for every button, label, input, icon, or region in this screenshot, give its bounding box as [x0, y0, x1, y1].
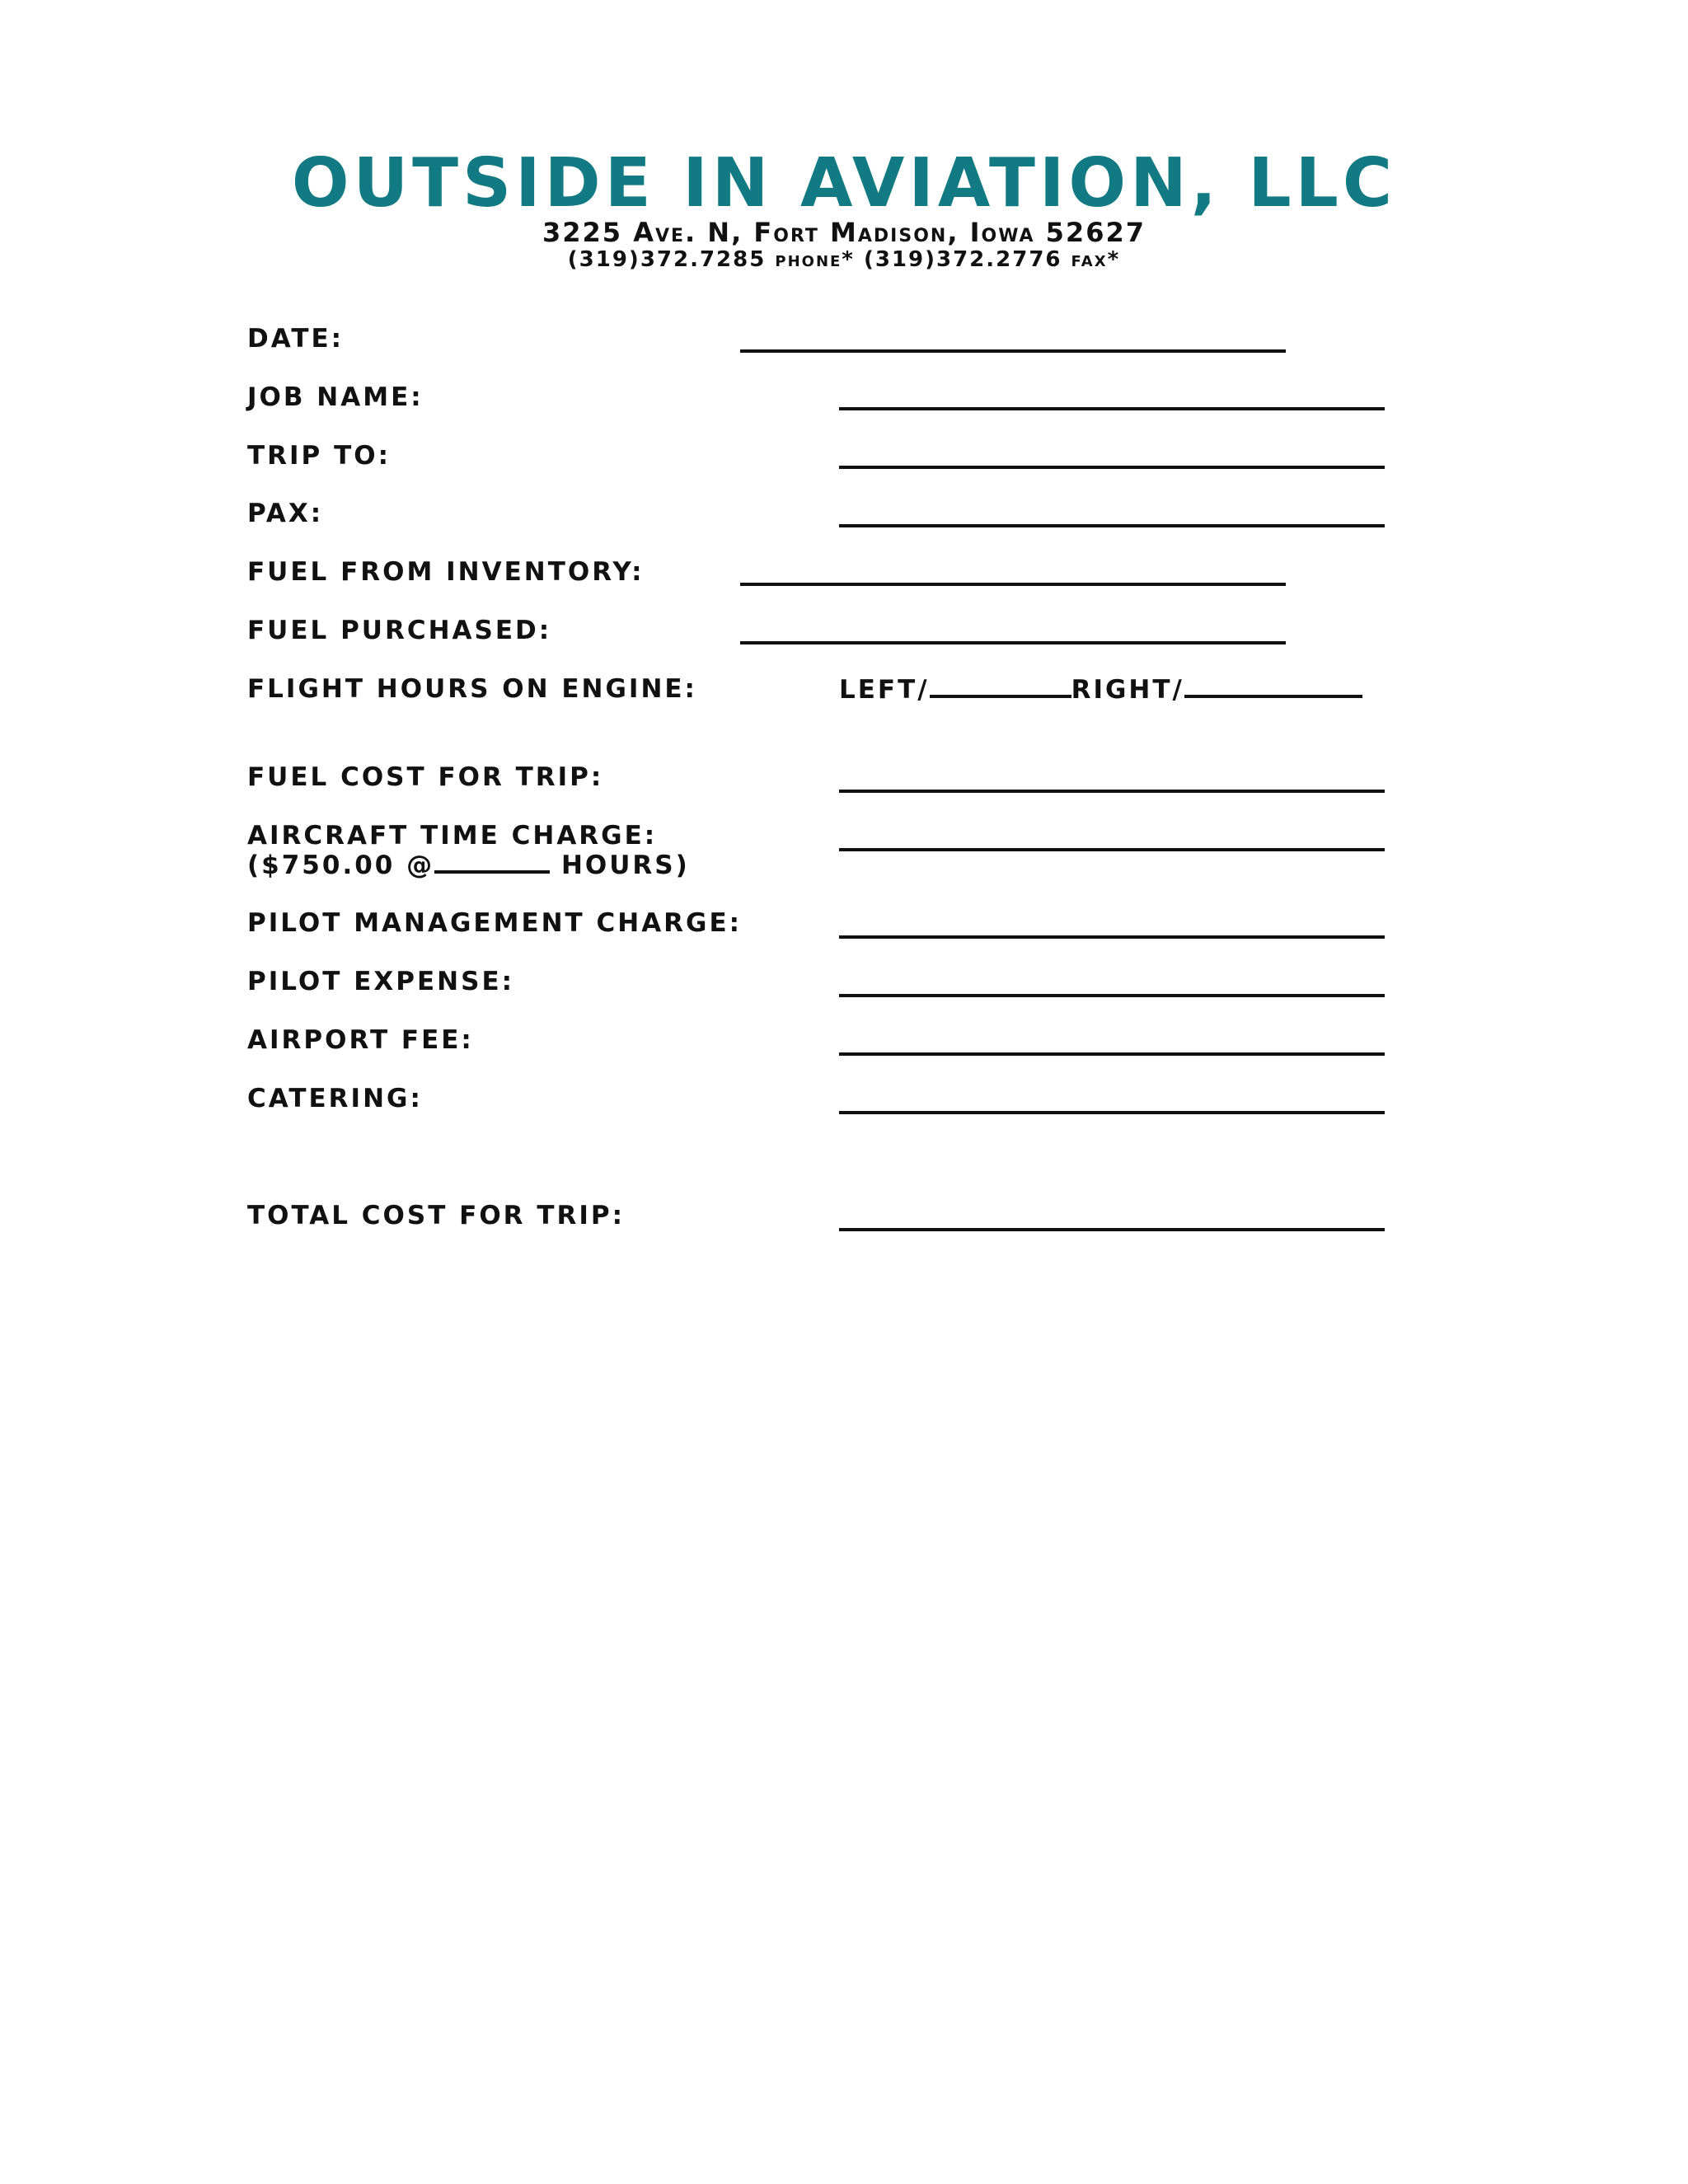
pilot-management-charge-label: PILOT MANAGEMENT CHARGE: — [247, 908, 743, 938]
pilot-expense-blank[interactable] — [839, 994, 1385, 997]
engine-hours-group — [839, 673, 1362, 705]
fuel-purchased-blank[interactable] — [740, 641, 1286, 644]
catering-blank[interactable] — [839, 1111, 1385, 1114]
engine-left-blank[interactable] — [930, 673, 1071, 698]
aircraft-rate-suffix: HOURS) — [550, 851, 690, 880]
engine-right-blank[interactable] — [1184, 673, 1362, 698]
catering-label: CATERING: — [247, 1084, 423, 1113]
pax-blank[interactable] — [839, 524, 1385, 527]
trip-to-label: TRIP TO: — [247, 441, 391, 471]
airport-fee-label: AIRPORT FEE: — [247, 1025, 474, 1055]
date-label: DATE: — [247, 324, 345, 354]
engine-right-label: RIGHT/ — [1071, 675, 1184, 705]
company-address: 3225 Ave. N, Fort Madison, Iowa 52627 — [542, 217, 1146, 248]
fuel-from-inventory-label: FUEL FROM INVENTORY: — [247, 557, 645, 587]
pax-label: PAX: — [247, 499, 324, 528]
company-phone-fax: (319)372.7285 phone* (319)372.2776 fax* — [567, 247, 1121, 272]
aircraft-hours-blank[interactable] — [434, 849, 550, 874]
fuel-cost-for-trip-label: FUEL COST FOR TRIP: — [247, 762, 604, 792]
aircraft-time-charge-label: AIRCRAFT TIME CHARGE: — [247, 821, 658, 851]
airport-fee-blank[interactable] — [839, 1052, 1385, 1056]
job-name-label: JOB NAME: — [247, 382, 424, 412]
job-name-blank[interactable] — [839, 407, 1385, 410]
fuel-purchased-label: FUEL PURCHASED: — [247, 616, 552, 645]
aircraft-rate-line — [247, 849, 690, 881]
pilot-expense-label: PILOT EXPENSE: — [247, 967, 515, 996]
flight-hours-on-engine-label: FLIGHT HOURS ON ENGINE: — [247, 674, 697, 704]
total-cost-for-trip-blank[interactable] — [839, 1228, 1385, 1231]
date-blank[interactable] — [740, 349, 1286, 353]
aircraft-rate-prefix: ($750.00 @ — [247, 851, 435, 880]
total-cost-for-trip-label: TOTAL COST FOR TRIP: — [247, 1201, 626, 1230]
fuel-from-inventory-blank[interactable] — [740, 583, 1286, 586]
aircraft-time-charge-blank[interactable] — [839, 848, 1385, 851]
company-name: OUTSIDE IN AVIATION, LLC — [291, 144, 1397, 223]
pilot-management-charge-blank[interactable] — [839, 935, 1385, 939]
engine-left-label: LEFT/ — [839, 675, 930, 705]
trip-to-blank[interactable] — [839, 466, 1385, 469]
fuel-cost-for-trip-blank[interactable] — [839, 790, 1385, 793]
